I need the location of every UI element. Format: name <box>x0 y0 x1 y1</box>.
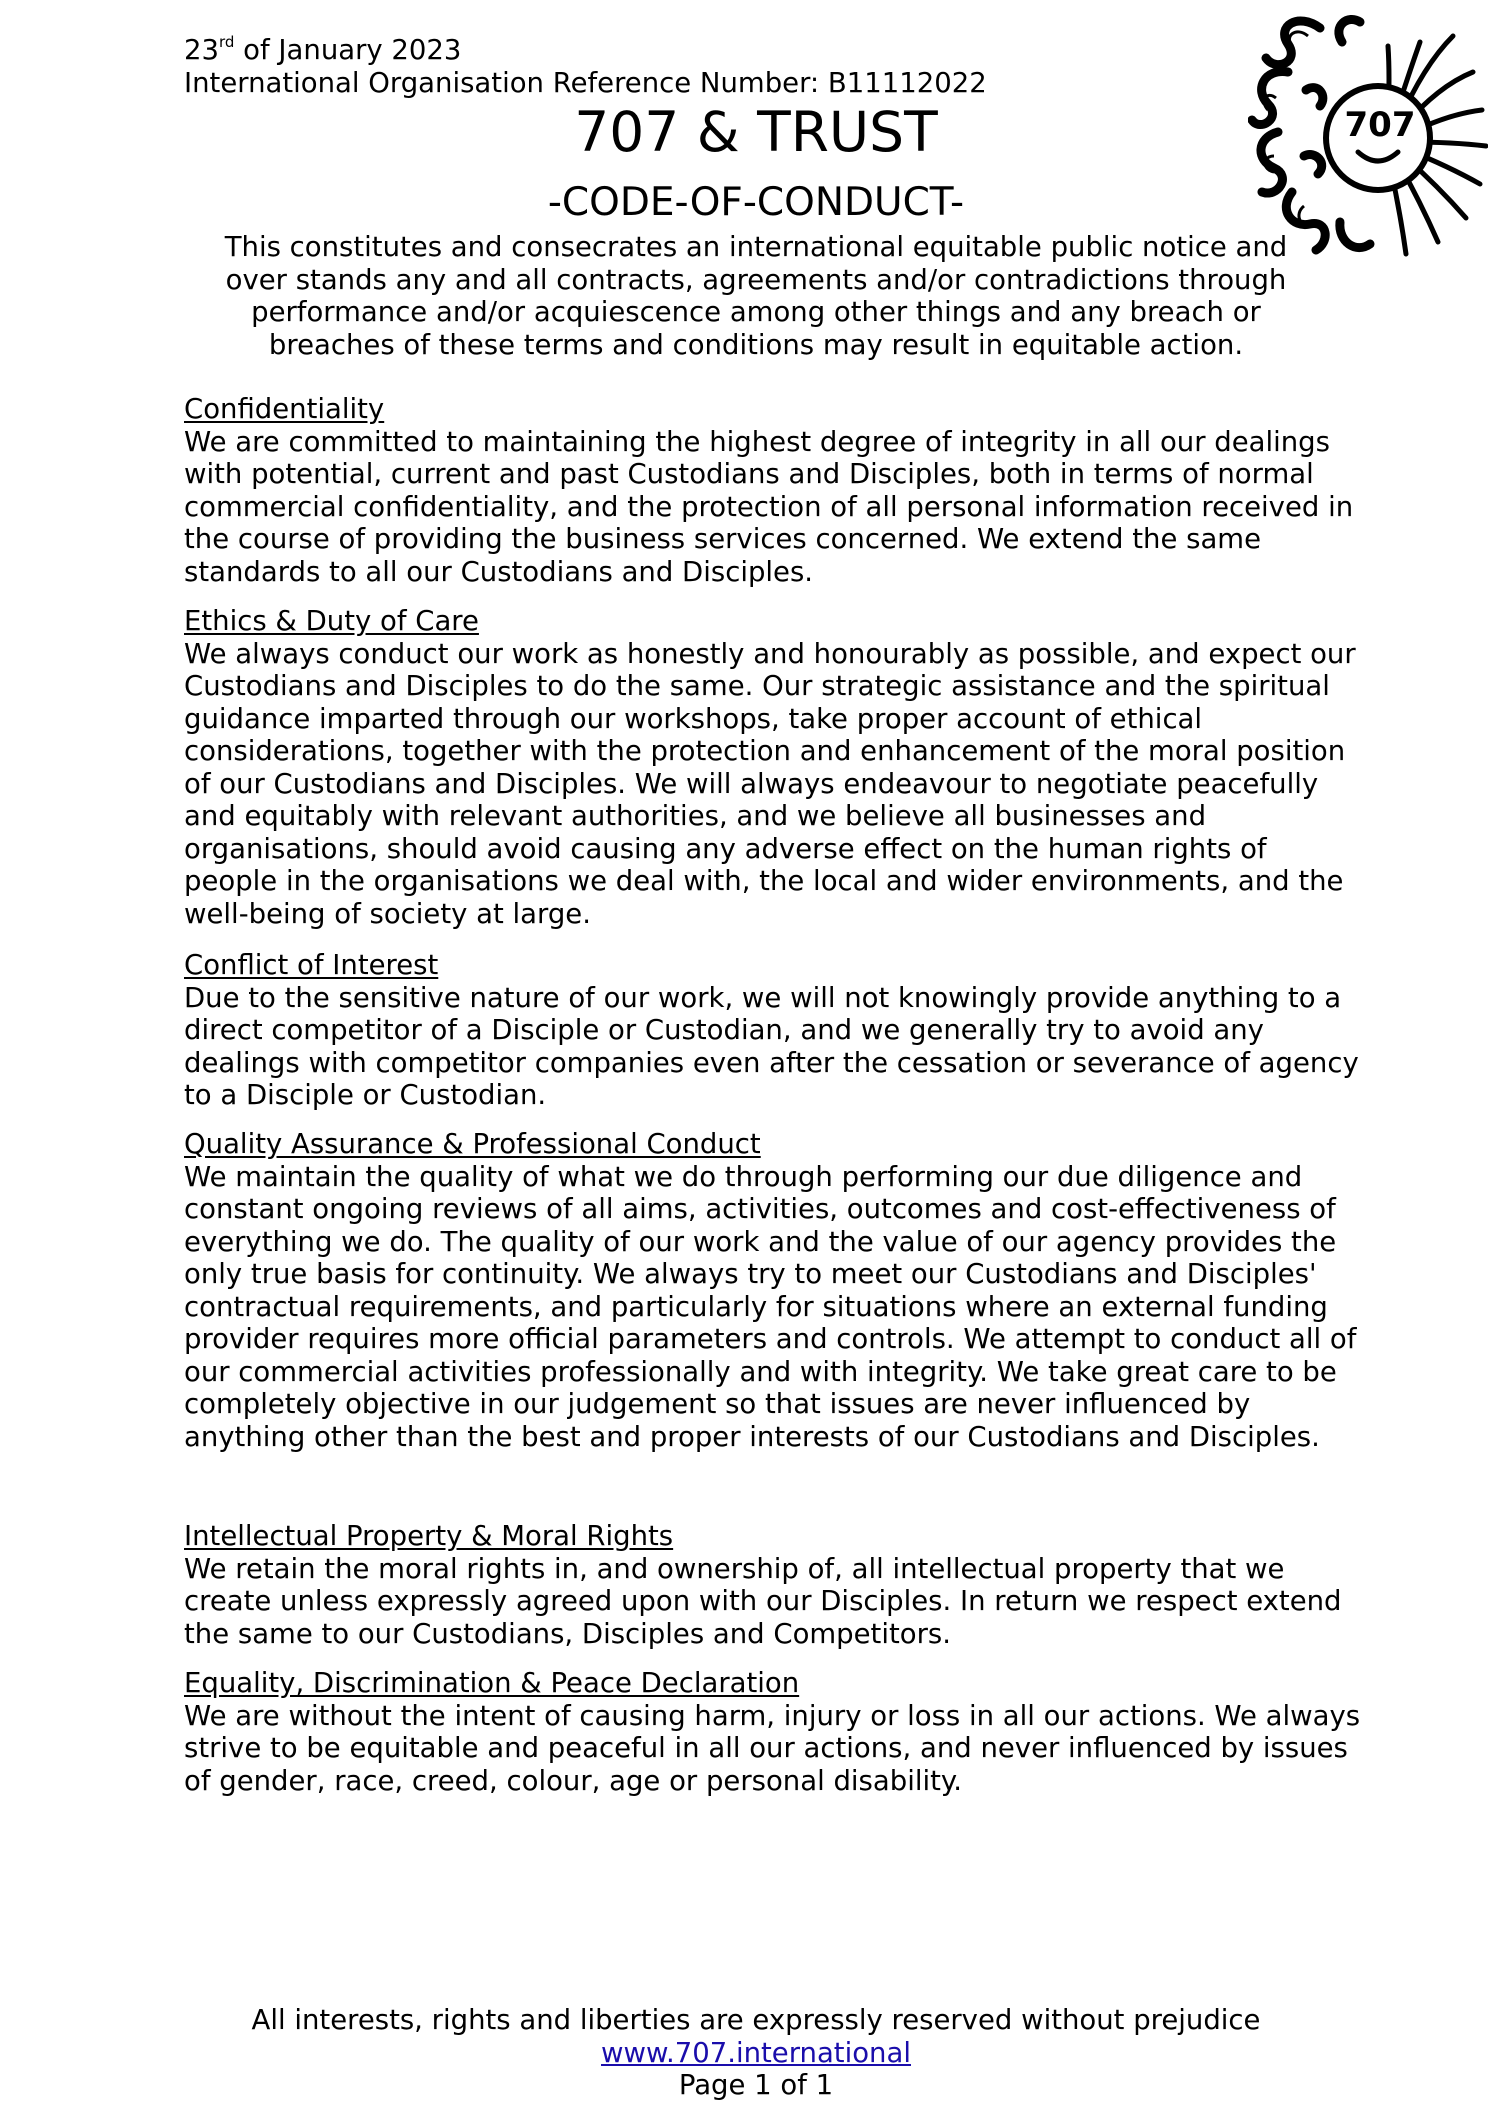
date-suffix: rd <box>219 32 235 51</box>
section-confidentiality <box>184 393 1364 588</box>
section-ethics <box>184 605 1364 930</box>
section-heading: Equality, Discrimination & Peace Declaration <box>184 1667 800 1699</box>
section-heading: Ethics & Duty of Care <box>184 605 479 637</box>
section-body: We are committed to maintaining the highest degree of integrity in all our dealings with potential, current and past Custodians and Disciples, both in terms of normal commercial confidentiality, and the protection of all personal information received in the course of providing the business services concerned. We extend the same standards to all our Custodians and Disciples. <box>184 425 1354 588</box>
date-rest: of January 2023 <box>234 34 462 66</box>
section-quality-assurance <box>184 1128 1364 1453</box>
section-body: Due to the sensitive nature of our work, we will not knowingly provide anything to a direct competitor of a Disciple or Custodian, and we generally try to avoid any dealings with competitor companies even after the cessation or severance of agency to a Disciple or Custodian. <box>184 981 1359 1111</box>
public-notice: This constitutes and consecrates an international equitable public notice and over stands any and all contracts, agreements and/or contradictions through performance and/or acquiescence among other things and any breach or breaches of these terms and conditions may result in equitable action. <box>224 231 1288 361</box>
section-conflict-of-interest <box>184 949 1364 1112</box>
document-date <box>184 34 461 67</box>
document-subtitle: -CODE-OF-CONDUCT- <box>547 180 965 225</box>
section-body: We retain the moral rights in, and ownership of, all intellectual property that we create unless expressly agreed upon with our Disciples. In return we respect extend the same to our Custodians, Disciples and Competitors. <box>184 1552 1342 1650</box>
section-heading: Conflict of Interest <box>184 949 439 981</box>
section-body: We maintain the quality of what we do through performing our due diligence and constant ongoing reviews of all aims, activities, outcomes and cost-effectiveness of everything we do. The quality of our work and the value of our agency provides the only true basis for continuity. We always try to meet our Custodians and Disciples' contractual requirements, and particularly for situations where an external funding provider requires more official parameters and controls. We attempt to conduct all of our commercial activities professionally and with integrity. We take great care to be completely objective in our judgement so that issues are never influenced by anything other than the best and proper interests of our Custodians and Disciples. <box>184 1160 1357 1453</box>
date-day: 23 <box>184 34 219 66</box>
sun-logo-icon <box>1248 6 1488 262</box>
page-footer <box>0 2004 1500 2102</box>
section-heading: Intellectual Property & Moral Rights <box>184 1520 674 1552</box>
section-intellectual-property <box>184 1520 1364 1650</box>
document-title: 707 & TRUST <box>574 100 938 164</box>
reservation-statement: All interests, rights and liberties are expressly reserved without prejudice <box>251 2004 1261 2036</box>
section-body: We always conduct our work as honestly and honourably as possible, and expect our Custodians and Disciples to do the same. Our strategic assistance and the spiritual guidance imparted through our workshops, take proper account of ethical considerations, together with the protection and enhancement of the moral position of our Custodians and Disciples. We will always endeavour to negotiate peacefully and equitably with relevant authorities, and we believe all businesses and organisations, should avoid causing any adverse effect on the human rights of people in the organisations we deal with, the local and wider environments, and the well-being of society at large. <box>184 637 1356 930</box>
section-body: We are without the intent of causing harm, injury or loss in all our actions. We always strive to be equitable and peaceful in all our actions, and never influenced by issues of gender, race, creed, colour, age or personal disability. <box>184 1699 1361 1797</box>
section-heading: Quality Assurance & Professional Conduct <box>184 1128 761 1160</box>
reference-number: International Organisation Reference Number: B11112022 <box>184 67 987 99</box>
section-heading: Confidentiality <box>184 393 385 425</box>
logo-text: 707 <box>1344 105 1416 145</box>
section-equality <box>184 1667 1364 1797</box>
page-number: Page 1 of 1 <box>678 2069 834 2101</box>
website-link[interactable]: www.707.international <box>601 2036 911 2069</box>
